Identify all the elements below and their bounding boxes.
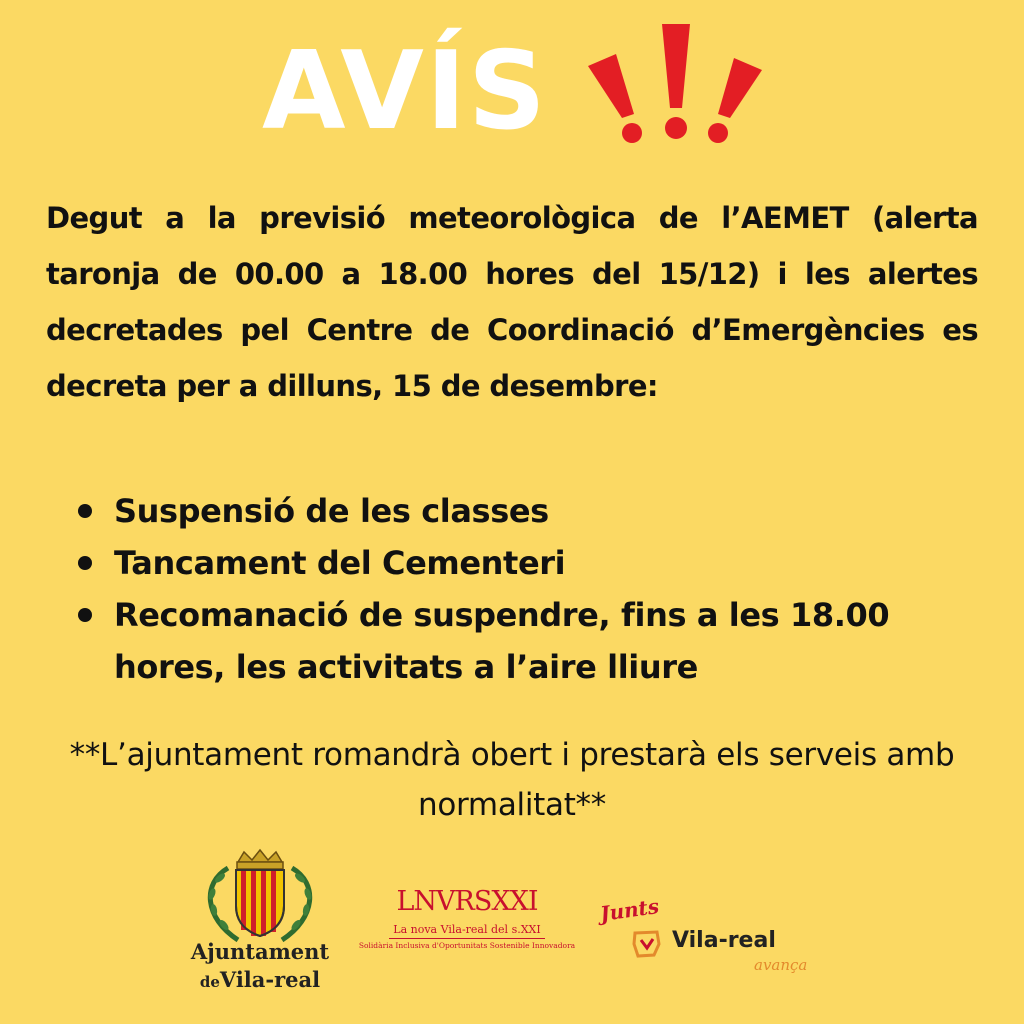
bullet-icon <box>78 504 92 518</box>
list-item-text: Tancament del Cementeri <box>114 544 566 582</box>
ajuntament-logo-text <box>170 938 350 996</box>
ajuntament-line2: deVila-real <box>199 967 321 992</box>
list-item <box>72 485 972 537</box>
list-item-text: Recomanació de suspendre, fins a les 18.00 hores, les activitats a l’aire lliure <box>114 596 890 686</box>
vilareal-logo-text: Vila-real <box>672 928 776 953</box>
bullet-icon <box>78 556 92 570</box>
footer-note: **L’ajuntament romandrà obert i prestarà els serveis amb normalitat** <box>69 737 955 823</box>
lnv-tagline: Solidària Inclusiva d'Oportunitats Sostenible Innovadora <box>358 941 576 950</box>
vilareal-map-icon <box>632 930 662 958</box>
avanca-logo-text: avança <box>754 956 808 974</box>
list-item <box>72 537 972 589</box>
lnv-subtitle: La nova Vila-real del s.XXI <box>389 923 544 939</box>
measures-list <box>72 485 972 693</box>
list-item-text: Suspensió de les classes <box>114 492 549 530</box>
lnv-title: LNVRSXXI <box>396 886 538 917</box>
ajuntament-line1: Ajuntament <box>190 939 330 964</box>
list-item <box>72 589 972 693</box>
announcement-paragraph: Degut a la previsió meteorològica de l’AEMET (alerta taronja de 00.00 a 18.00 hores del 15/12) i les alertes decretades pel Centre de Coordinació d’Emergències es decreta per a dilluns, 15 de desembre: <box>46 201 978 403</box>
bullet-icon <box>78 608 92 622</box>
notice-title: AVÍS <box>262 29 548 154</box>
triple-exclamation-icon <box>582 18 767 146</box>
lnvrsxxi-logo <box>352 886 582 953</box>
junts-logo-text: Junts <box>598 894 661 926</box>
